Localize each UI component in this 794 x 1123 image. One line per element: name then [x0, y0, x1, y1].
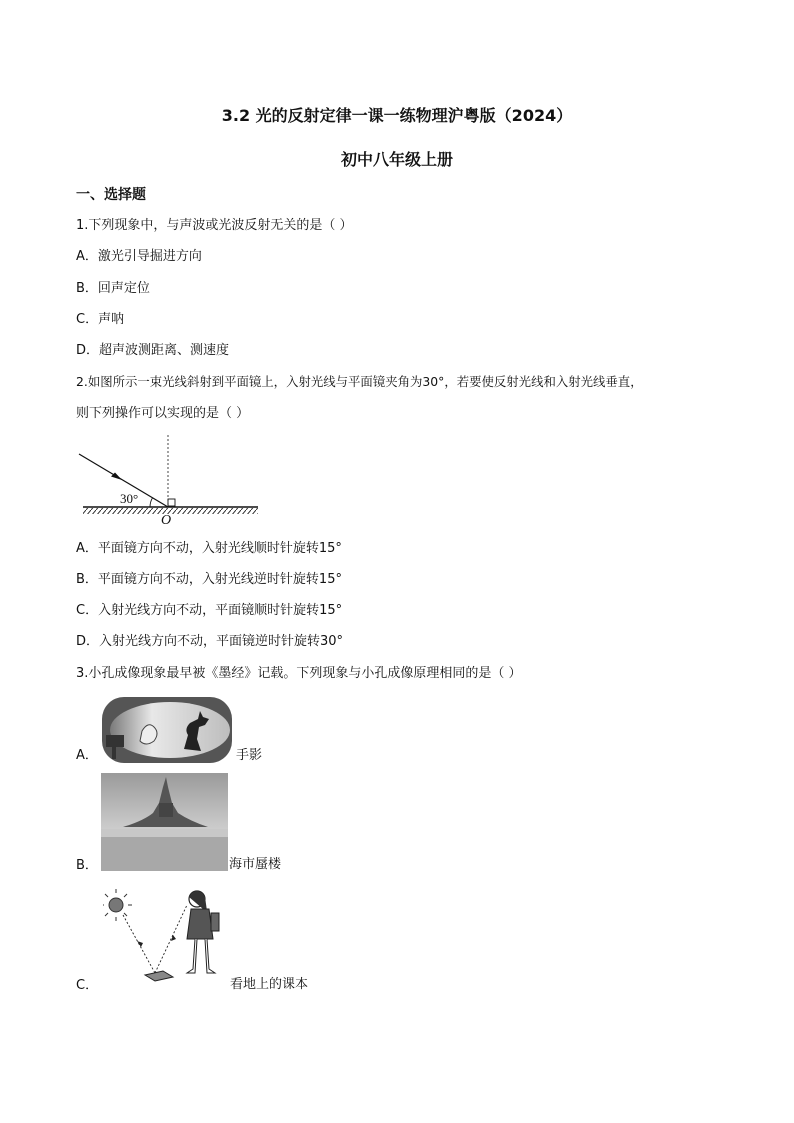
document-subtitle: 初中八年级上册: [340, 150, 453, 169]
document-title: 3.2 光的反射定律一课一练物理沪粤版（2024）: [221, 106, 573, 125]
question-1-option-d: D．超声波测距离、测速度: [76, 343, 230, 358]
angle-label: 30°: [120, 491, 139, 506]
question-1-stem: 1.下列现象中，与声波或光波反射无关的是（ ）: [76, 218, 353, 233]
point-o-label: O: [161, 513, 172, 528]
question-2-option-c: C．入射光线方向不动，平面镜顺时针旋转15°: [76, 603, 343, 618]
section-heading: 一、选择题: [76, 187, 146, 203]
question-3-option-a-label: A．: [76, 748, 98, 763]
question-1-option-b: B．回声定位: [76, 281, 150, 296]
mirage-image: [101, 773, 228, 871]
question-2-option-d: D．入射光线方向不动，平面镜逆时针旋转30°: [76, 634, 344, 649]
question-3-option-c-caption: 看地上的课本: [230, 977, 309, 992]
reflection-diagram: [76, 432, 266, 528]
question-1-option-c: C．声呐: [76, 312, 125, 327]
question-3-option-b-caption: 海市蜃楼: [229, 857, 282, 872]
question-2-option-a: A．平面镜方向不动，入射光线顺时针旋转15°: [76, 541, 342, 556]
hand-shadow-image: [102, 697, 232, 763]
right-angle-mark: [168, 499, 175, 506]
question-2-option-b: B．平面镜方向不动，入射光线逆时针旋转15°: [76, 572, 342, 587]
question-3-option-c-label: C．: [76, 978, 99, 993]
question-2-stem-line1: 2.如图所示一束光线斜射到平面镜上，入射光线与平面镜夹角为30°，若要使反射光线和入射光线垂直，: [76, 374, 643, 389]
question-3-stem: 3.小孔成像现象最早被《墨经》记载。下列现象与小孔成像原理相同的是（ ）: [76, 666, 522, 681]
angle-arc: [150, 498, 153, 507]
book-icon: [145, 971, 173, 981]
question-2-stem-line2: 则下列操作可以实现的是（ ）: [76, 406, 250, 421]
question-3-option-b-label: B．: [76, 858, 98, 873]
textbook-reflection-image: [103, 885, 227, 991]
question-1-option-a: A．激光引导掘进方向: [76, 249, 202, 264]
sun-icon: [109, 898, 123, 912]
question-3-option-a-caption: 手影: [236, 748, 263, 763]
